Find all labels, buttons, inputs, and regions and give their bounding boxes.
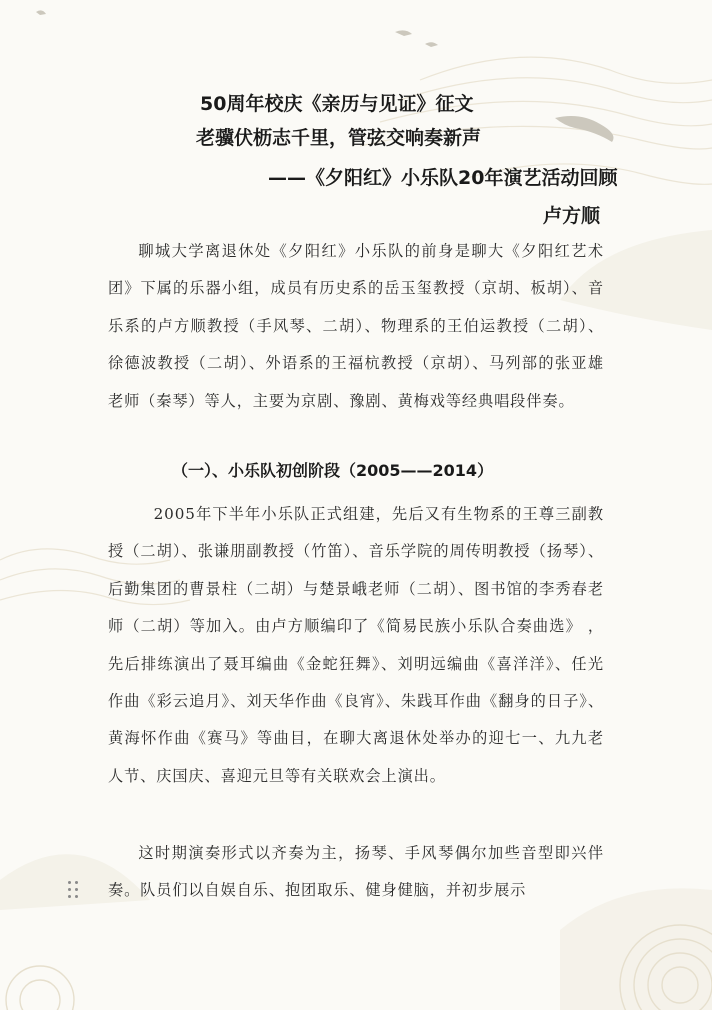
title-line-2: 老骥伏枥志千里，管弦交响奏新声	[196, 127, 482, 149]
title-line-1: 50周年校庆《亲历与见证》征文	[200, 93, 474, 115]
section-heading: （一）、小乐队初创阶段（2005——2014）	[172, 461, 494, 480]
author-name: 卢方顺	[543, 205, 601, 227]
drag-handle-icon[interactable]	[68, 881, 80, 899]
paragraph-2: 2005年下半年小乐队正式组建，先后又有生物系的王尊三副教授（二胡）、张谦朋副教授（竹笛）、音乐学院的周传明教授（扬琴）、后勤集团的曹景柱（二胡）与楚景峨老师（二胡）、图书馆的李秀春老师（二胡）等加入。由卢方顺编印了《简易民族小乐队合奏曲选》 ，先后排练演出了聂耳编曲《金蛇狂舞》、刘明远编曲《喜洋洋》、任光作曲《彩云追月》、刘天华作曲《良宵》、朱践耳作曲《翻身的日子》、黄海怀作曲《赛马》等曲目，在聊大离退休处举办的迎七一、九九老人节、庆国庆、喜迎元旦等有关联欢会上演出。	[108, 505, 604, 785]
paragraph-1: 聊城大学离退休处《夕阳红》小乐队的前身是聊大《夕阳红艺术团》下属的乐器小组，成员有历史系的岳玉玺教授（京胡、板胡）、音乐系的卢方顺教授（手风琴、二胡）、物理系的王伯运教授（二胡）、徐德波教授（二胡）、外语系的王福杭教授（京胡）、马列部的张亚雄老师（秦琴）等人，主要为京剧、豫剧、黄梅戏等经典唱段伴奏。	[108, 242, 604, 410]
subtitle-line: ——《夕阳红》小乐队20年演艺活动回顾	[268, 167, 618, 189]
paragraph-3: 这时期演奏形式以齐奏为主，扬琴、手风琴偶尔加些音型即兴伴奏。队员们以自娱自乐、抱团取乐、健身健脑，并初步展示	[108, 844, 604, 900]
